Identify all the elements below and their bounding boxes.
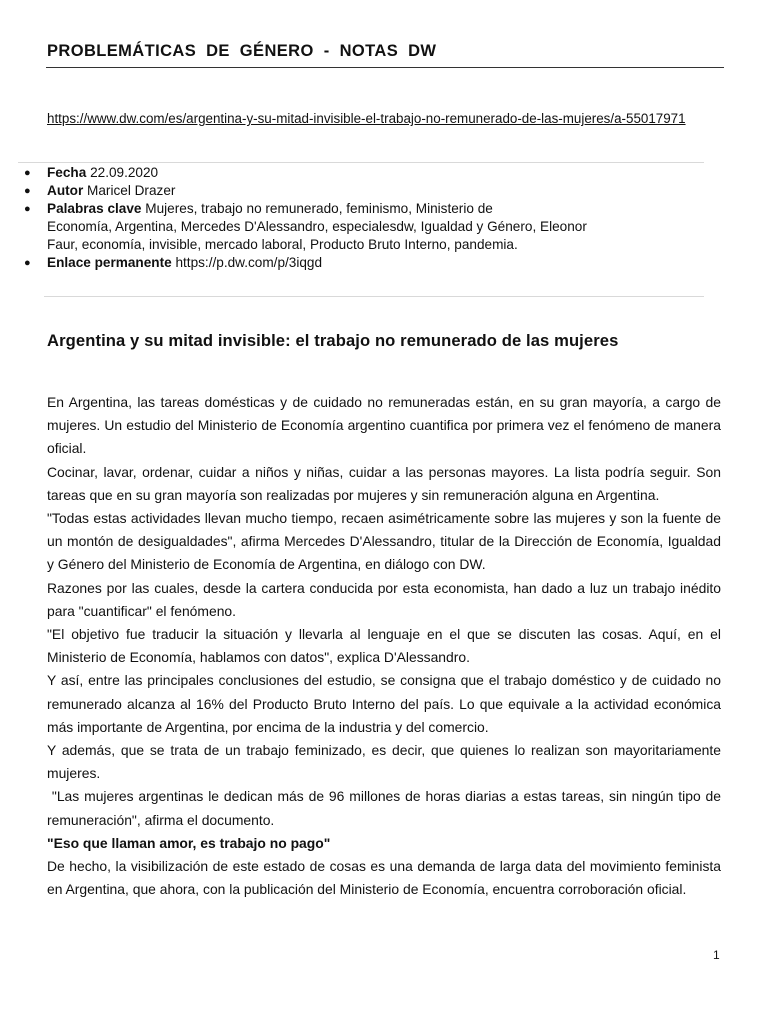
bullet-icon: ●: [24, 167, 31, 179]
meta-item-enlace: [24, 254, 647, 272]
page-number: 1: [713, 948, 720, 962]
article-paragraph: "El objetivo fue traducir la situación y llevarla al lenguaje en el que se discuten las cosas. Aquí, en el Ministerio de Economía, hablamos con datos", explica D'Alessandro.: [47, 626, 721, 666]
bullet-icon: ●: [24, 185, 31, 197]
article-title: Argentina y su mitad invisible: el trabajo no remunerado de las mujeres: [47, 331, 619, 350]
article-paragraph: De hecho, la visibilización de este estado de cosas es una demanda de larga data del movimiento feminista en Argentina, que ahora, con la publicación del Ministerio de Economía, encuentra corroboración oficial.: [47, 858, 721, 898]
article-paragraph: Y así, entre las principales conclusiones del estudio, se consigna que el trabajo doméstico y de cuidado no remunerado alcanza al 16% del Producto Bruto Interno del país. Lo que equivale a la actividad económica más importante de Argentina, por encima de la industria y del comercio.: [47, 672, 721, 735]
meta-value-palabras-line1: Mujeres, trabajo no remunerado, feminismo, Ministerio de: [145, 201, 493, 216]
article-paragraph: En Argentina, las tareas domésticas y de cuidado no remuneradas están, en su gran mayoría, a cargo de mujeres. Un estudio del Ministerio de Economía argentino cuantifica por primera vez el fenómeno de manera oficial.: [47, 394, 721, 457]
bullet-icon: ●: [24, 257, 31, 269]
meta-label-autor: Autor: [47, 183, 84, 198]
meta-label-palabras-clave: Palabras clave: [47, 201, 142, 216]
meta-value-palabras-line3: Faur, economía, invisible, mercado laboral, Producto Bruto Interno, pandemia.: [47, 237, 518, 252]
article-body: [47, 391, 725, 901]
meta-top-divider: [18, 162, 704, 163]
meta-label-fecha: Fecha: [47, 165, 87, 180]
meta-item-fecha: [24, 164, 647, 182]
document-header-title: PROBLEMÁTICAS DE GÉNERO - NOTAS DW: [47, 42, 437, 60]
meta-value-palabras-line2: Economía, Argentina, Mercedes D'Alessandro, especialesdw, Igualdad y Género, Eleonor: [47, 219, 587, 234]
article-paragraph: Cocinar, lavar, ordenar, cuidar a niños y niñas, cuidar a las personas mayores. La lista podría seguir. Son tareas que en su gran mayoría son realizadas por mujeres y sin remuneración alguna en Argentina.: [47, 463, 721, 503]
article-paragraph: Y además, que se trata de un trabajo feminizado, es decir, que quienes lo realizan son mayoritariamente mujeres.: [47, 742, 721, 782]
meta-value-autor: Maricel Drazer: [87, 183, 176, 198]
article-paragraph: "Todas estas actividades llevan mucho tiempo, recaen asimétricamente sobre las mujeres y son la fuente de un montón de desigualdades", afirma Mercedes D'Alessandro, titular de la Dirección de Economía, Igualdad y Género del Ministerio de Economía de Argentina, en diálogo con DW.: [47, 510, 721, 573]
article-paragraph: Razones por las cuales, desde la cartera conducida por esta economista, han dado a luz un trabajo inédito para "cuantificar" el fenómeno.: [47, 579, 721, 619]
article-paragraph: "Las mujeres argentinas le dedican más de 96 millones de horas diarias a estas tareas, sin ningún tipo de remuneración", afirma el documento.: [47, 788, 725, 828]
meta-label-enlace: Enlace permanente: [47, 255, 172, 270]
header-divider: [46, 67, 724, 68]
meta-item-palabras-clave: [24, 200, 647, 254]
bullet-icon: ●: [24, 203, 31, 215]
source-link[interactable]: https://www.dw.com/es/argentina-y-su-mitad-invisible-el-trabajo-no-remunerado-de-las-mujeres/a-55017971: [47, 111, 686, 126]
meta-value-fecha: 22.09.2020: [90, 165, 159, 180]
meta-bottom-divider: [44, 296, 704, 297]
meta-value-enlace[interactable]: https://p.dw.com/p/3iqgd: [175, 255, 323, 270]
article-subheading: "Eso que llaman amor, es trabajo no pago": [47, 834, 331, 851]
meta-item-autor: [24, 182, 647, 200]
article-metadata-list: [24, 164, 647, 272]
